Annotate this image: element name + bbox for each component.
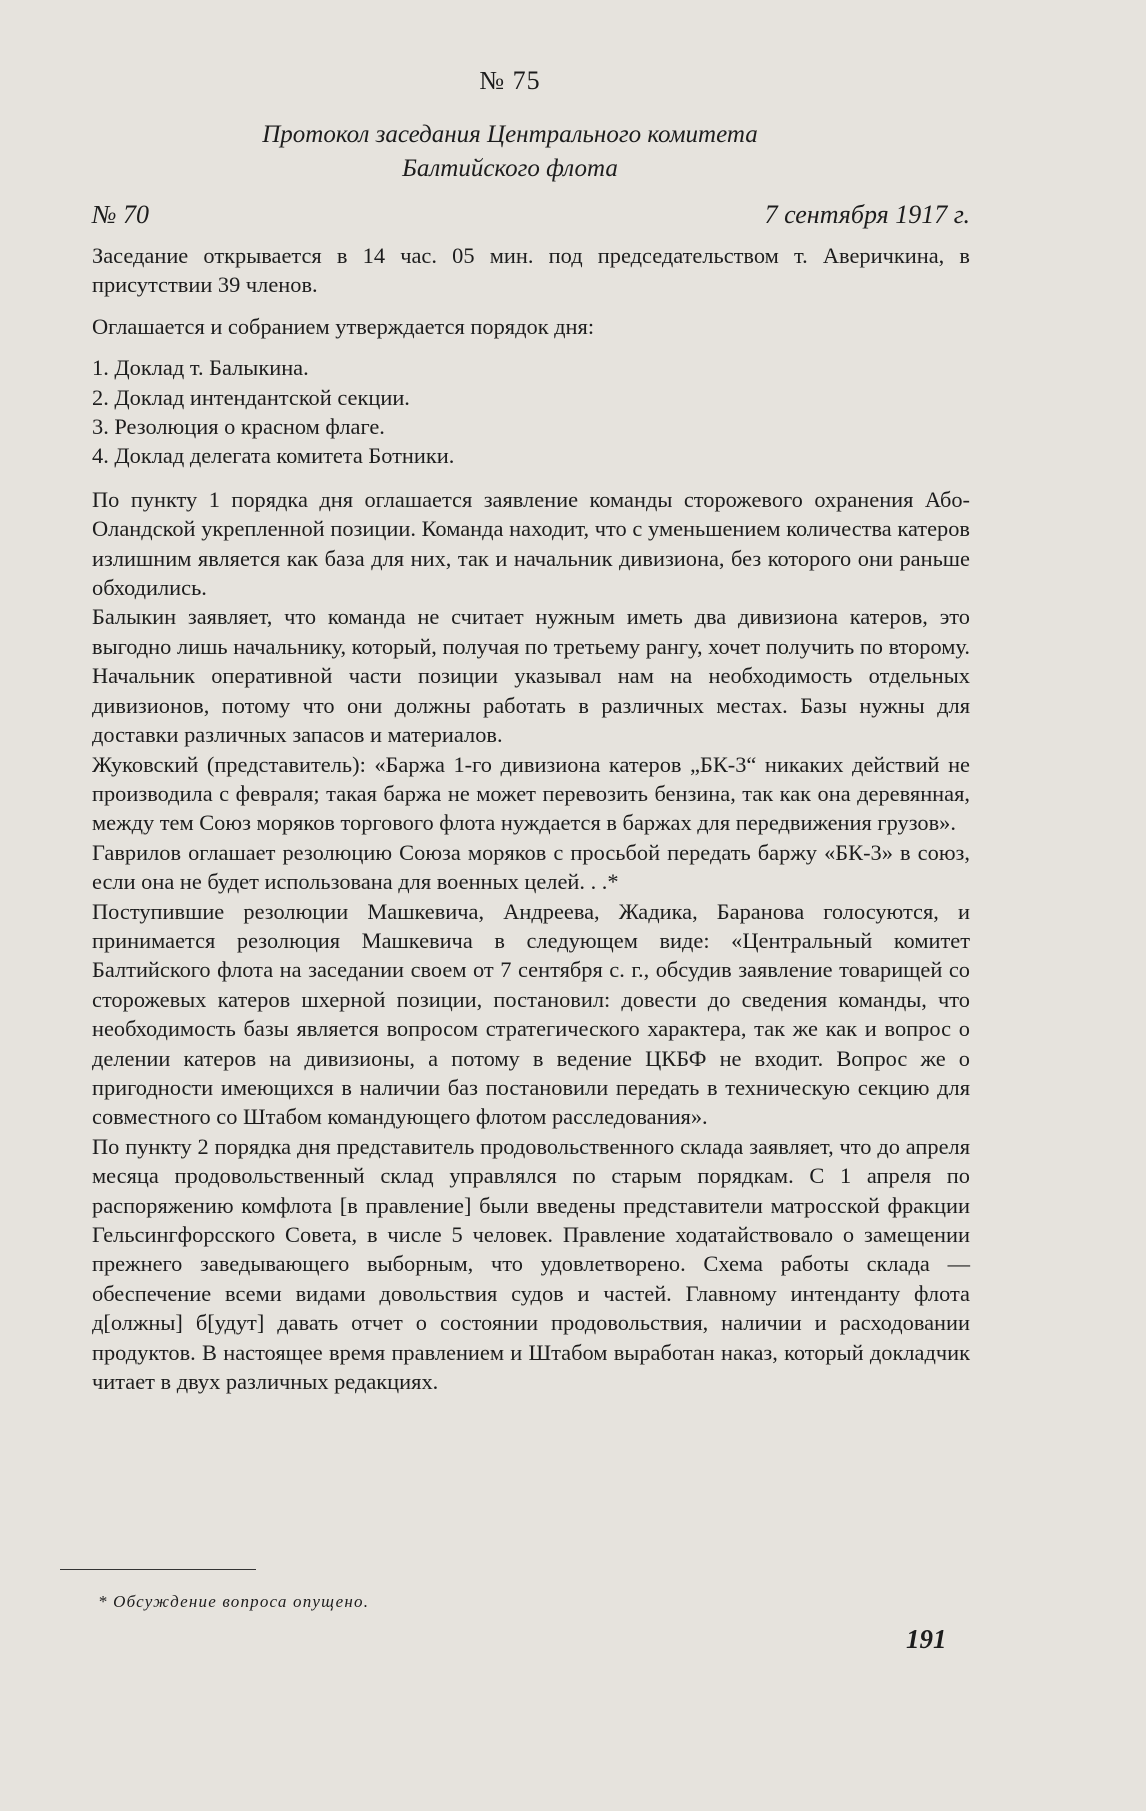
protocol-number: № 70 [92, 200, 150, 229]
footnote-divider [60, 1569, 256, 1570]
body-paragraph: Балыкин заявляет, что команда не считает нужным иметь два дивизиона катеров, это выгодно лишь начальнику, который, получая по третьему рангу, хочет получить по второму. Начальник оперативной части позиции указывал нам на необходимость отдельных дивизионов, потому что они должны работать в различных местах. Базы нужны для доставки различных запасов и материалов. [92, 604, 970, 748]
agenda-item: 3. Резолюция о красном флаге. [92, 414, 385, 440]
body-paragraph: Гаврилов оглашает резолюцию Союза моряков с просьбой передать баржу «БК-3» в союз, если она не будет использована для военных целей. . .* [92, 839, 970, 895]
agenda-item: 4. Доклад делегата комитета Ботники. [92, 443, 455, 469]
document-title-line-2: Балтийского флота [402, 155, 618, 182]
footnote: * Обсуждение вопроса опущено. [98, 1592, 370, 1611]
opening-paragraph: Заседание открывается в 14 час. 05 мин. под председательством т. Аверичкина, в присутствии 39 членов. [92, 243, 970, 298]
body-paragraph: По пункту 2 порядка дня представитель продовольственного склада заявляет, что до апреля месяца продовольственный склад управлялся по старым порядкам. С 1 апреля по распоряжению комфлота [в правление] были введены представители матросской фракции Гельсингфорсского Совета, в числе 5 человек. Правление ходатайствовало о замещении прежнего заведывающего выборным, что удовлетворено. Схема работы склада — обеспечение всеми видами довольствия судов и частей. Главному интенданту флота д[олжны] б[удут] давать отчет о состоянии продовольствия, наличии и расходовании продуктов. В настоящее время правлением и Штабом выработан наказ, который докладчик читает в двух различных редакциях. [92, 1133, 970, 1395]
agenda-item: 1. Доклад т. Балыкина. [92, 355, 309, 381]
body-paragraph: По пункту 1 порядка дня оглашается заявление команды сторожевого охранения Або-Оландской укрепленной позиции. Команда находит, что с уменьшением количества катеров излишним является как база для них, так и начальник дивизиона, без которого они раньше обходились. [92, 486, 970, 601]
protocol-date: 7 сентября 1917 г. [764, 200, 970, 229]
document-number: № 75 [479, 66, 541, 95]
agenda-intro: Оглашается и собранием утверждается порядок дня: [92, 313, 595, 339]
document-body [92, 241, 970, 1396]
agenda-item: 2. Доклад интендантской секции. [92, 384, 410, 410]
document-title-line-1: Протокол заседания Центрального комитета [262, 121, 758, 148]
body-paragraph: Жуковский (представитель): «Баржа 1-го дивизиона катеров „БК-3“ никаких действий не производила с февраля; такая баржа не может перевозить бензина, так как она деревянная, между тем Союз моряков торгового флота нуждается в баржах для передвижения грузов». [92, 751, 970, 836]
page-number: 191 [906, 1624, 947, 1654]
body-paragraph: Поступившие резолюции Машкевича, Андреева, Жадика, Баранова голосуются, и принимается резолюция Машкевича в следующем виде: «Центральный комитет Балтийского флота на заседании своем от 7 сентября с. г., обсудив заявление товарищей со сторожевых катеров шхерной позиции, постановил: довести до сведения команды, что необходимость базы является вопросом стратегического характера, так же как и вопрос о делении катеров на дивизионы, а потому в ведение ЦКБФ не входит. Вопрос же о пригодности имеющихся в наличии баз постановили передать в техническую секцию для совместного со Штабом командующего флотом расследования». [92, 898, 970, 1130]
